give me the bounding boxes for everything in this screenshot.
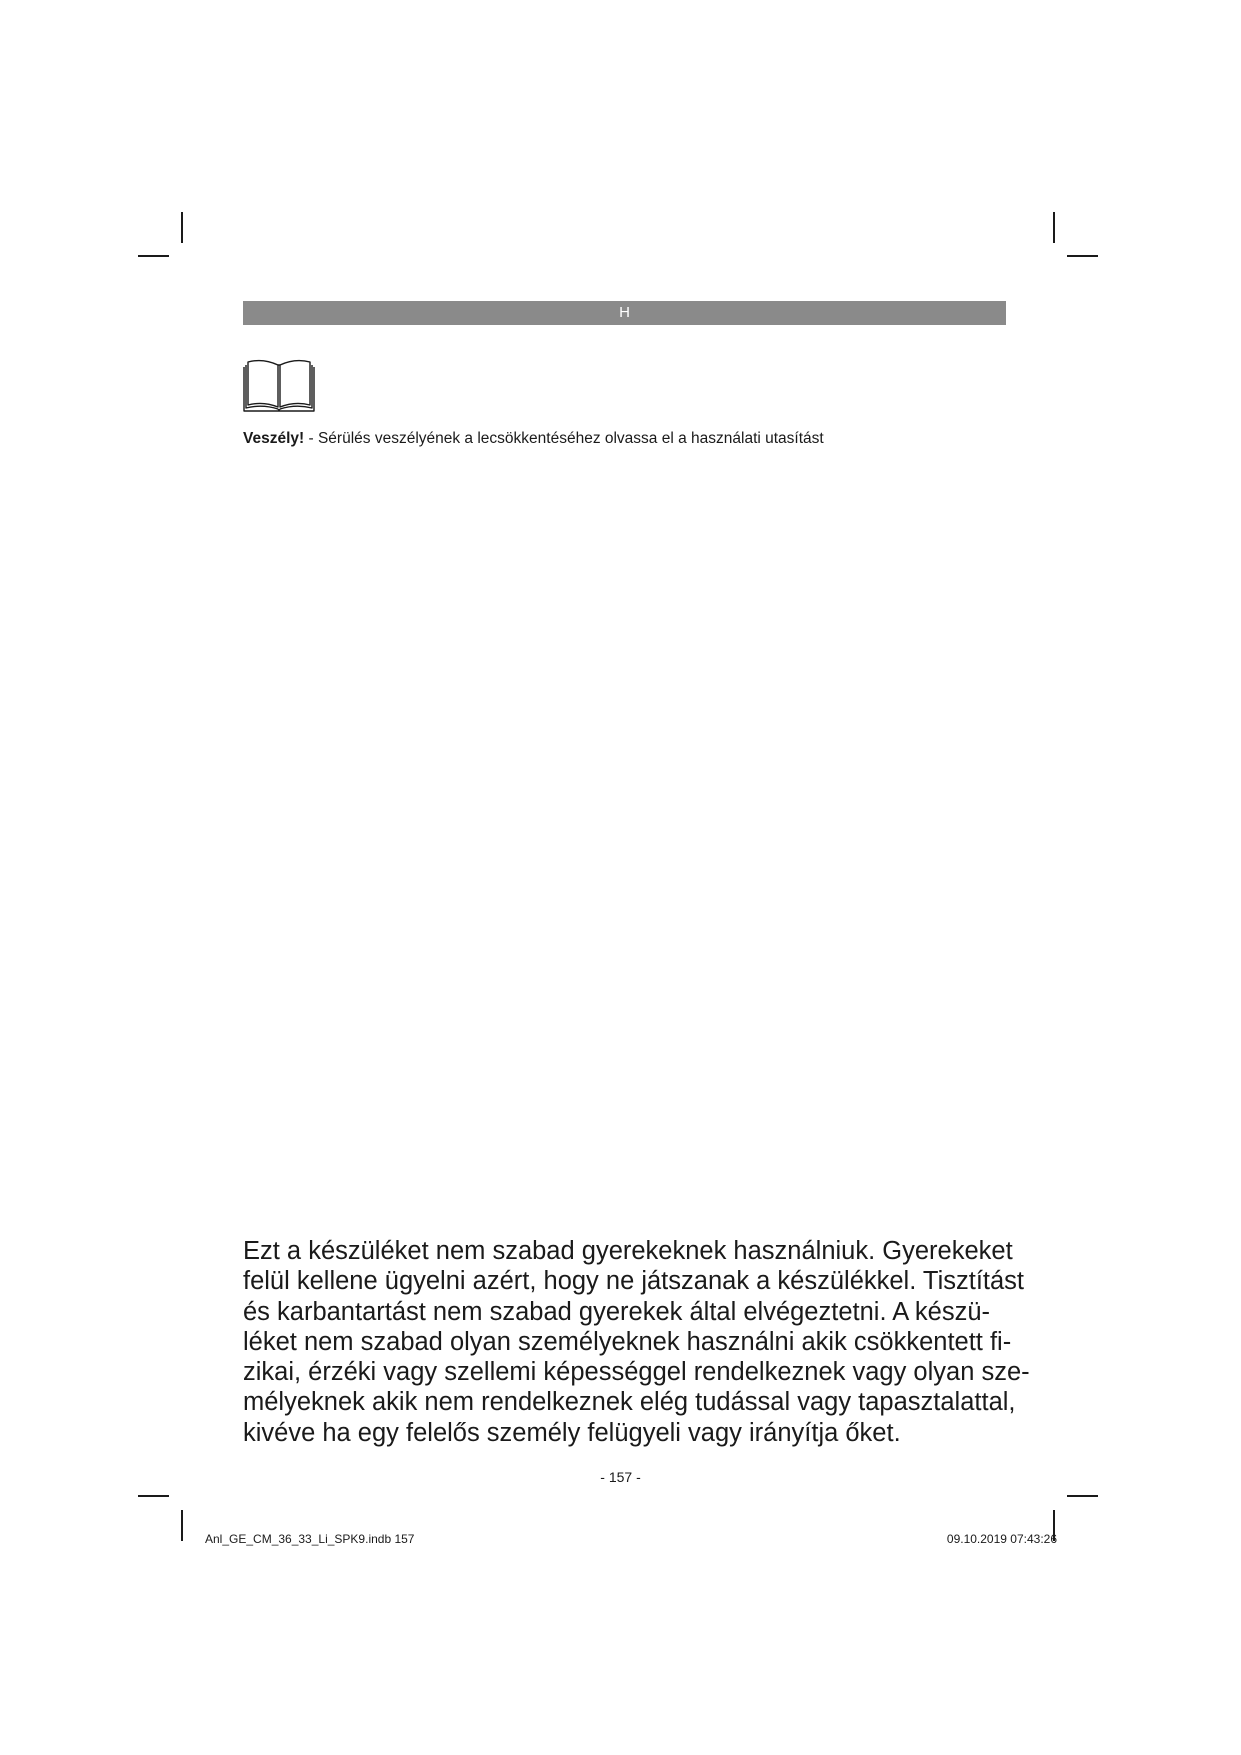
- crop-mark-top-left-vertical: [181, 212, 183, 243]
- safety-paragraph: [243, 1236, 1030, 1448]
- language-code: H: [619, 304, 630, 321]
- paragraph-line: kivéve ha egy felelős személy felügyeli vagy irányítja őket.: [243, 1418, 901, 1447]
- paragraph-line: léket nem szabad olyan személyeknek használni akik csökkentett fi-: [243, 1327, 1012, 1356]
- crop-mark-top-right-horizontal: [1067, 255, 1098, 257]
- warning-description: - Sérülés veszélyének a lecsökkentéséhez olvassa el a használati utasítást: [304, 430, 824, 447]
- crop-mark-bottom-left-vertical: [181, 1510, 183, 1541]
- warning-text: [243, 429, 1143, 449]
- open-book-icon: [243, 359, 315, 412]
- page-number: - 157 -: [600, 1469, 641, 1485]
- crop-mark-bottom-left-horizontal: [138, 1495, 169, 1497]
- paragraph-line: felül kellene ügyelni azért, hogy ne játszanak a készülékkel. Tisztítást: [243, 1267, 1024, 1296]
- paragraph-line: Ezt a készüléket nem szabad gyerekeknek használniuk. Gyerekeket: [243, 1237, 1013, 1265]
- crop-mark-bottom-right-horizontal: [1067, 1495, 1098, 1497]
- paragraph-line: mélyeknek akik nem rendelkeznek elég tudással vagy tapasztalattal,: [243, 1388, 1016, 1417]
- language-header-bar: [243, 301, 1006, 325]
- warning-label: Veszély!: [243, 430, 305, 447]
- crop-mark-top-left-horizontal: [138, 255, 169, 257]
- paragraph-line: zikai, érzéki vagy szellemi képességgel rendelkeznek vagy olyan sze-: [243, 1358, 1030, 1387]
- crop-mark-top-right-vertical: [1053, 212, 1055, 243]
- footer-timestamp: 09.10.2019 07:43:26: [946, 1532, 1057, 1546]
- footer-file-name: Anl_GE_CM_36_33_Li_SPK9.indb 157: [205, 1532, 415, 1546]
- paragraph-line: és karbantartást nem szabad gyerekek által elvégeztetni. A készü-: [243, 1297, 990, 1326]
